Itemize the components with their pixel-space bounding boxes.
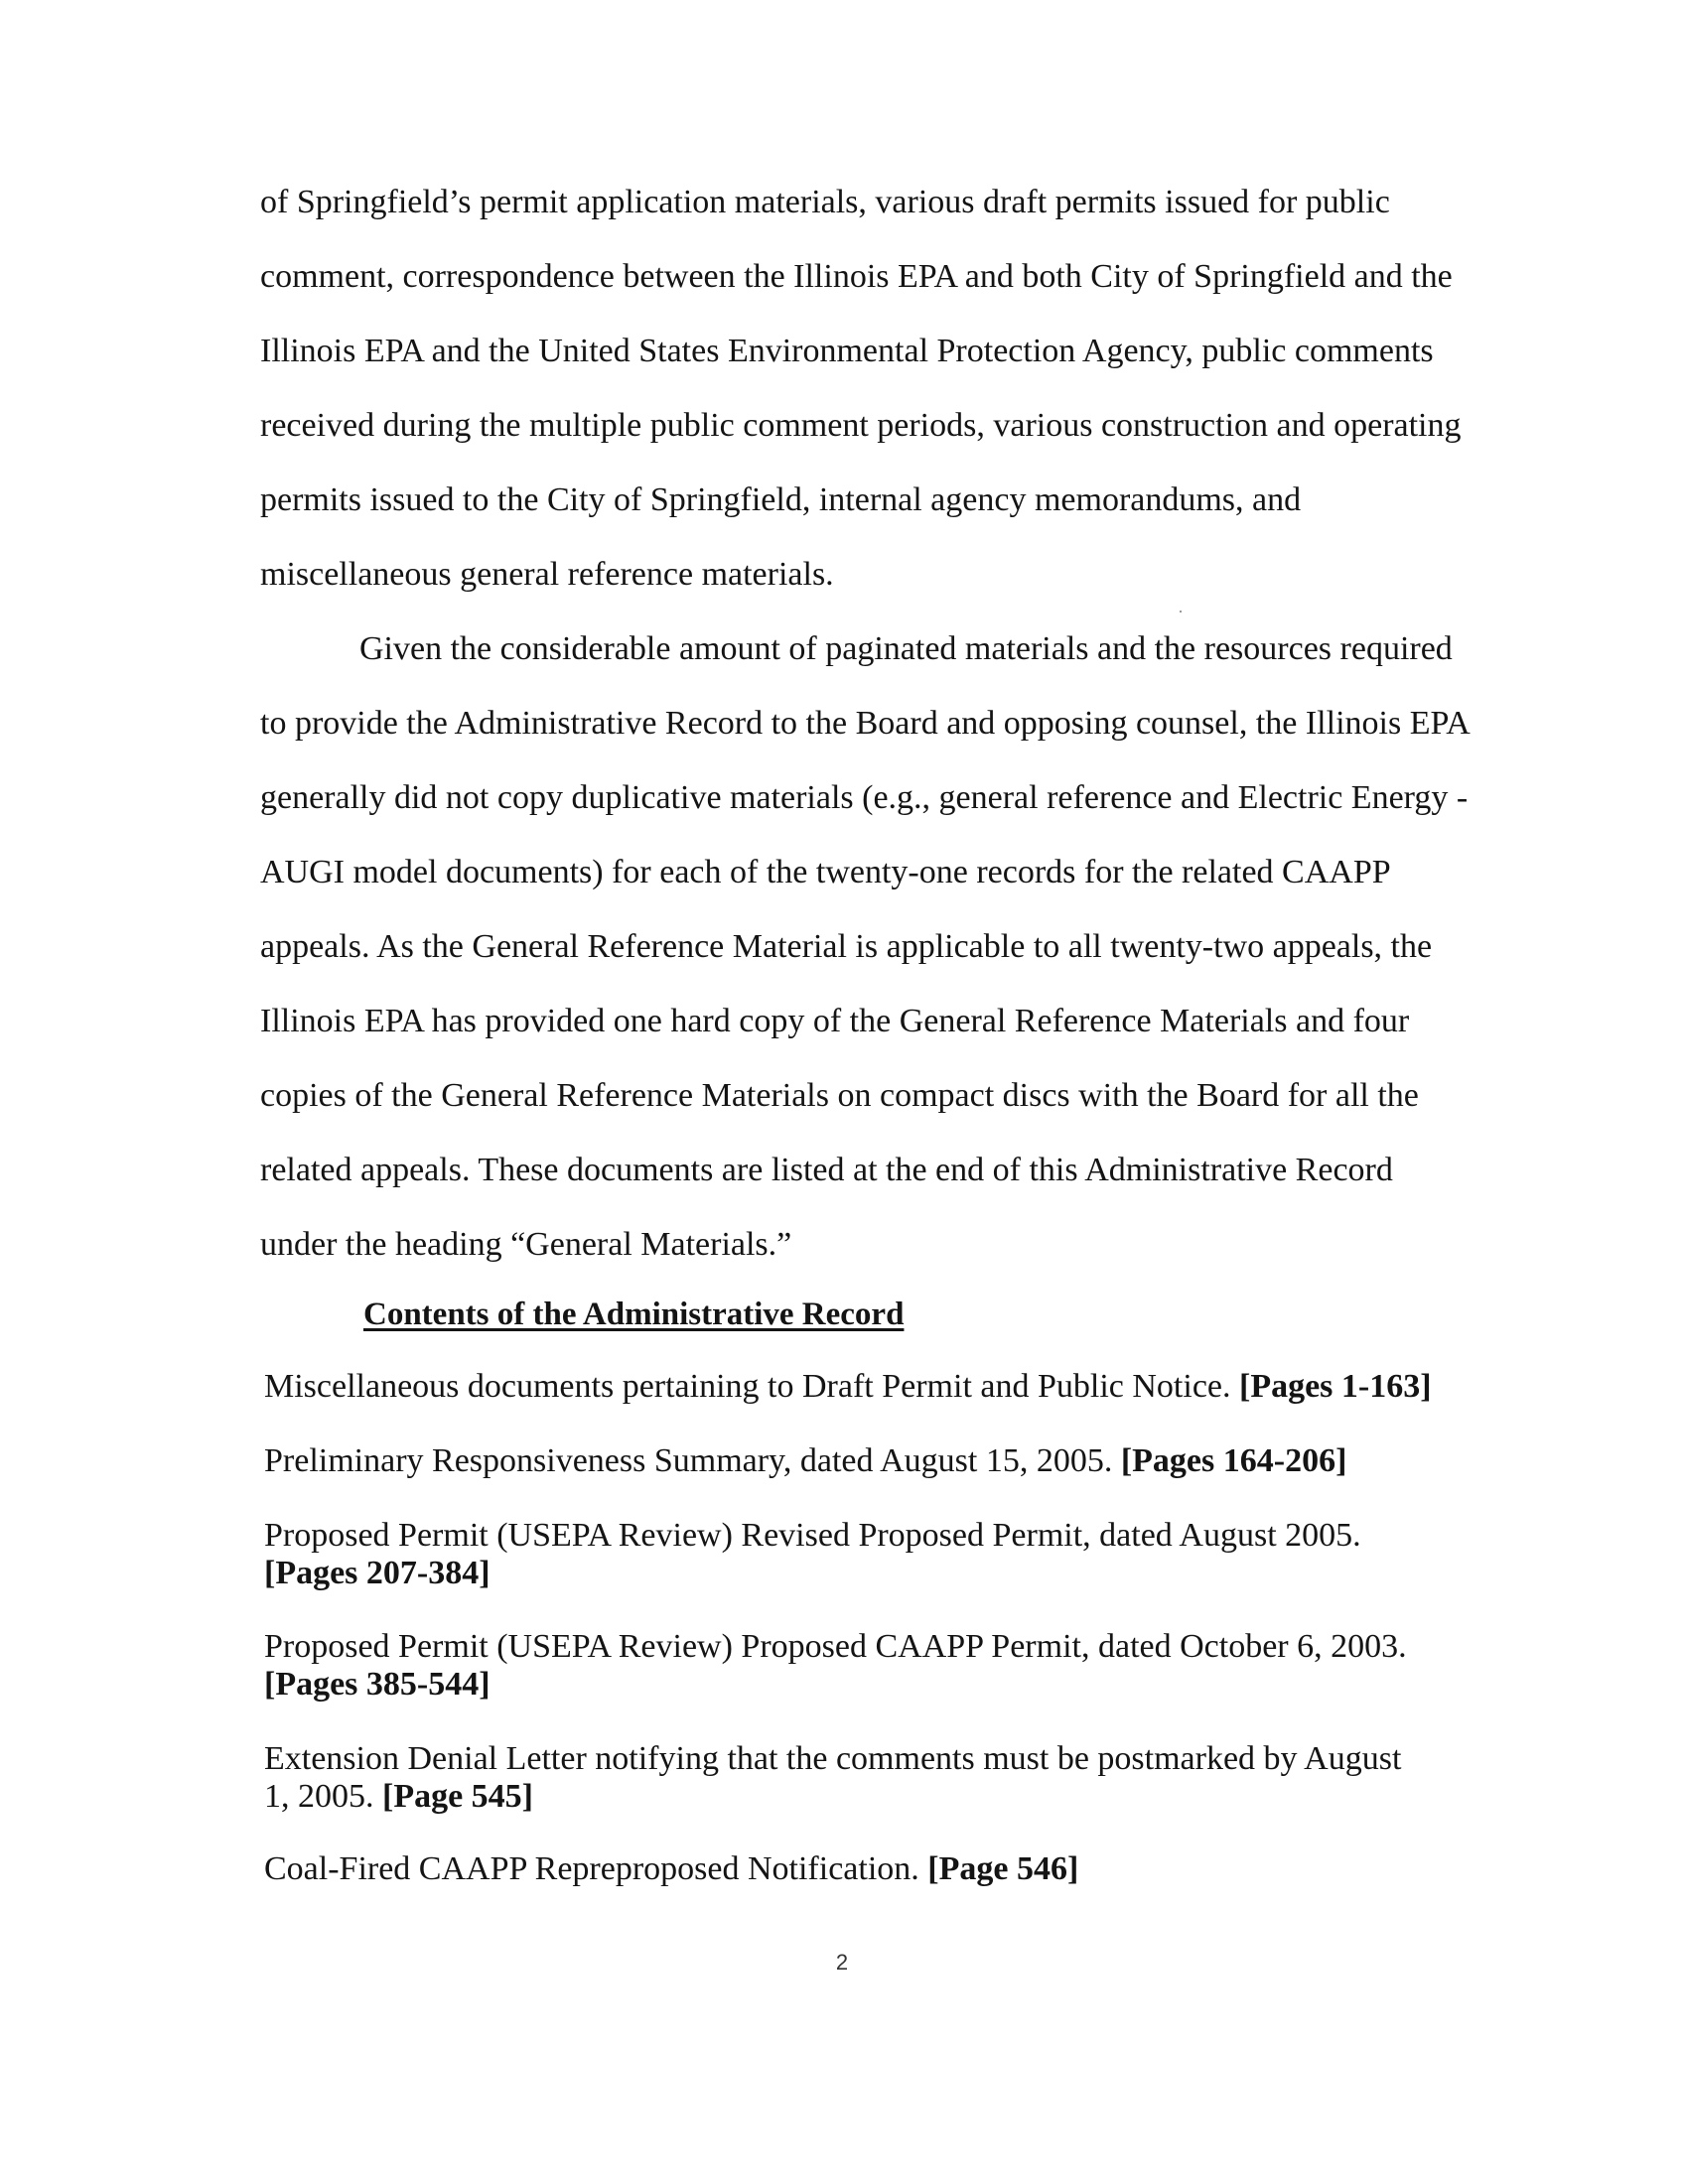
contents-heading: Contents of the Administrative Record [363, 1297, 905, 1332]
entry-description: Proposed Permit (USEPA Review) Revised Proposed Permit, dated August 2005. [264, 1517, 1361, 1554]
entry-pages: [Page 545] [382, 1778, 534, 1815]
entry-pages: [Pages 164-206] [1120, 1442, 1347, 1479]
paragraph-1-line: received during the multiple public comment periods, various construction and operating [260, 407, 1462, 444]
contents-entry [264, 1628, 1416, 1704]
paragraph-1-line: of Springfield’s permit application materials, various draft permits issued for public [260, 184, 1390, 220]
paragraph-2-line: copies of the General Reference Materials on compact discs with the Board for all the [260, 1077, 1419, 1114]
entry-description: Preliminary Responsiveness Summary, dated August 15, 2005. [264, 1442, 1121, 1479]
contents-entry [264, 1740, 1416, 1816]
entry-pages: [Pages 385-544] [264, 1666, 491, 1703]
paragraph-2-line: to provide the Administrative Record to the Board and opposing counsel, the Illinois EPA [260, 705, 1471, 742]
paragraph-1-line: miscellaneous general reference materials. [260, 556, 834, 593]
paragraph-1-line: permits issued to the City of Springfield, internal agency memorandums, and [260, 481, 1302, 518]
paragraph-2-line: Illinois EPA has provided one hard copy of the General Reference Materials and four [260, 1003, 1410, 1039]
entry-pages: [Page 546] [927, 1850, 1079, 1887]
contents-entry [264, 1517, 1406, 1592]
contents-entry [264, 1442, 1436, 1480]
paragraph-2-line: under the heading “General Materials.” [260, 1226, 792, 1263]
paragraph-2-line: Given the considerable amount of paginated materials and the resources required [359, 630, 1453, 667]
entry-pages: [Pages 207-384] [264, 1555, 491, 1591]
entry-description: Miscellaneous documents pertaining to Draft Permit and Public Notice. [264, 1368, 1239, 1405]
paragraph-2-line: AUGI model documents) for each of the twenty-one records for the related CAAPP [260, 854, 1391, 890]
paragraph-2-line: appeals. As the General Reference Material is applicable to all twenty-two appeals, the [260, 928, 1433, 965]
contents-entry [264, 1368, 1436, 1406]
contents-entry [264, 1850, 1436, 1888]
paragraph-1-line: comment, correspondence between the Illinois EPA and both City of Springfield and the [260, 258, 1453, 295]
entry-description: Extension Denial Letter notifying that the comments must be postmarked by August 1, 2005. [264, 1740, 1402, 1815]
paragraph-2-line: related appeals. These documents are listed at the end of this Administrative Record [260, 1152, 1393, 1188]
page-number: 2 [835, 1950, 849, 1975]
scan-speck [1180, 611, 1182, 613]
paragraph-2-line: generally did not copy duplicative materials (e.g., general reference and Electric Energy - [260, 779, 1469, 816]
paragraph-1-line: Illinois EPA and the United States Environmental Protection Agency, public comments [260, 333, 1434, 369]
entry-description: Proposed Permit (USEPA Review) Proposed CAAPP Permit, dated October 6, 2003. [264, 1628, 1407, 1665]
entry-pages: [Pages 1-163] [1239, 1368, 1432, 1405]
entry-description: Coal-Fired CAAPP Repreproposed Notification. [264, 1850, 928, 1887]
